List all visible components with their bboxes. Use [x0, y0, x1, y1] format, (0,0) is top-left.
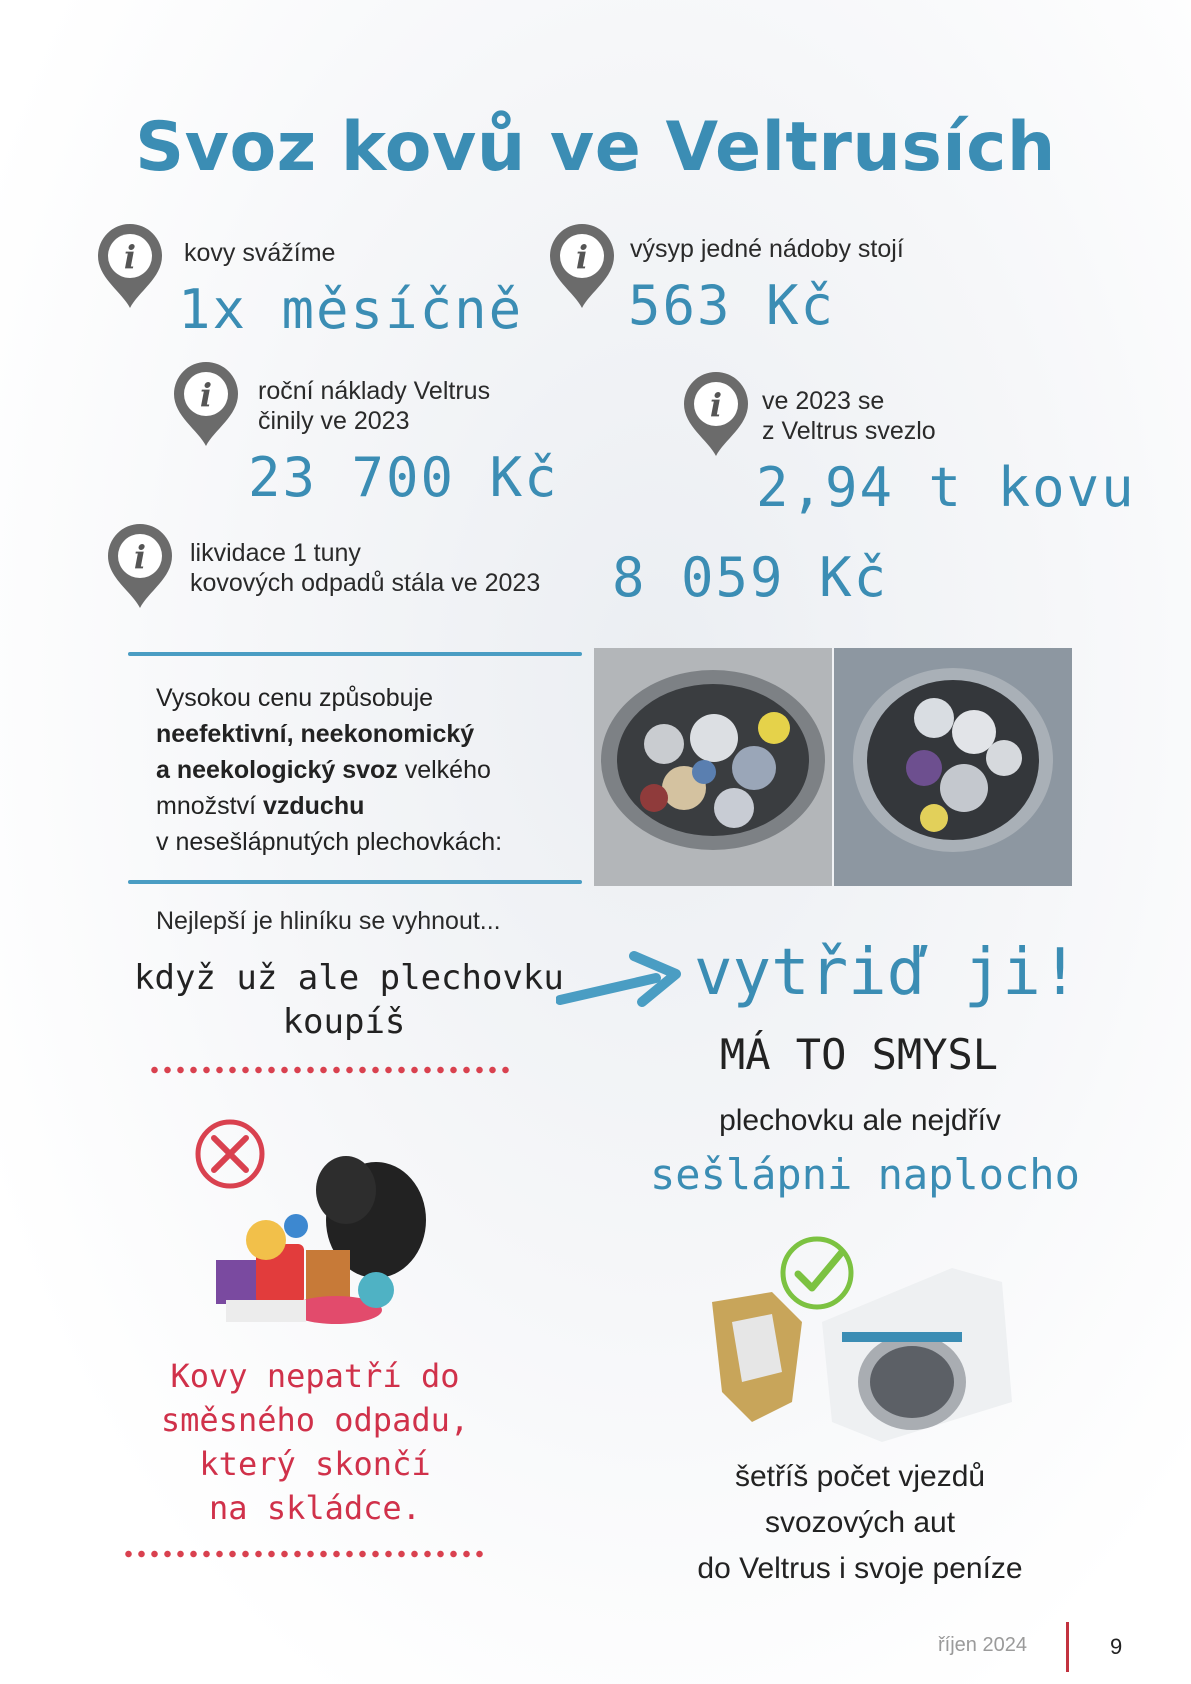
wrong-text: Kovy nepatří do směsného odpadu, který skončí na skládce.	[160, 1357, 470, 1527]
fact-label-line: kovových odpadů stála ve 2023	[190, 569, 541, 597]
info-pin-icon	[94, 222, 166, 310]
dotted-divider	[148, 1066, 510, 1074]
fact-label	[762, 386, 936, 446]
fact-label	[258, 376, 490, 436]
svg-text:i: i	[575, 238, 589, 276]
dotted-divider	[122, 1550, 484, 1558]
fact-label-line: ve 2023 se	[762, 387, 885, 415]
fact-value: 563 Kč	[628, 274, 836, 337]
mixed-waste-illustration	[196, 1150, 444, 1330]
photo-bin-cans	[834, 648, 1072, 886]
makes-sense-text: MÁ TO SMYSL	[719, 1030, 999, 1079]
fact-label: výsyp jedné nádoby stojí	[630, 235, 904, 263]
footer-date: říjen 2024	[938, 1634, 1027, 1656]
fact-label-line: z Veltrus svezlo	[762, 417, 936, 445]
page-number: 9	[1110, 1634, 1123, 1659]
explanation-text: Vysokou cenu způsobuje neefektivní, neekonomický a neekologický svoz velkého množství vzduchu v nesešlápnutých plechovkách:	[156, 684, 503, 856]
svg-text:i: i	[123, 238, 137, 276]
fact-label-line: činily ve 2023	[258, 407, 410, 435]
info-pin-icon	[546, 222, 618, 310]
fact-value: 8 059 Kč	[612, 546, 889, 609]
fact-label-line: likvidace 1 tuny	[190, 539, 361, 567]
info-pin-icon	[104, 522, 176, 610]
svg-text:i: i	[709, 386, 723, 424]
buy-text: když už ale plechovku koupíš	[134, 958, 564, 1042]
fact-value: 2,94 t kovu	[756, 456, 1136, 519]
divider	[128, 880, 582, 884]
avoid-text: Nejlepší je hliníku se vyhnout...	[156, 907, 501, 935]
photo-bin-cans	[594, 648, 832, 886]
fact-label-line: roční náklady Veltrus	[258, 377, 491, 405]
flattened-cans-illustration	[712, 1262, 1012, 1444]
svg-text:i: i	[133, 538, 147, 576]
flatten-text: sešlápni naplocho	[650, 1150, 1080, 1199]
page-title: Svoz kovů ve Veltrusích	[135, 108, 1056, 187]
saves-text: šetříš počet vjezdů svozových aut do Veltrus i svoje peníze	[697, 1460, 1023, 1585]
sort-it-heading: vytřiď ji!	[694, 936, 1080, 1010]
footer-divider	[1066, 1622, 1069, 1672]
arrow-right-icon	[556, 950, 686, 1010]
svg-text:i: i	[199, 376, 213, 414]
divider	[128, 652, 582, 656]
info-pin-icon	[170, 360, 242, 448]
info-pin-icon	[680, 370, 752, 458]
fact-label: kovy svážíme	[184, 239, 336, 267]
fact-value: 1x měsíčně	[178, 278, 524, 341]
fact-value: 23 700 Kč	[248, 446, 559, 509]
fact-label	[190, 538, 540, 598]
first-text: plechovku ale nejdřív	[719, 1104, 1001, 1137]
